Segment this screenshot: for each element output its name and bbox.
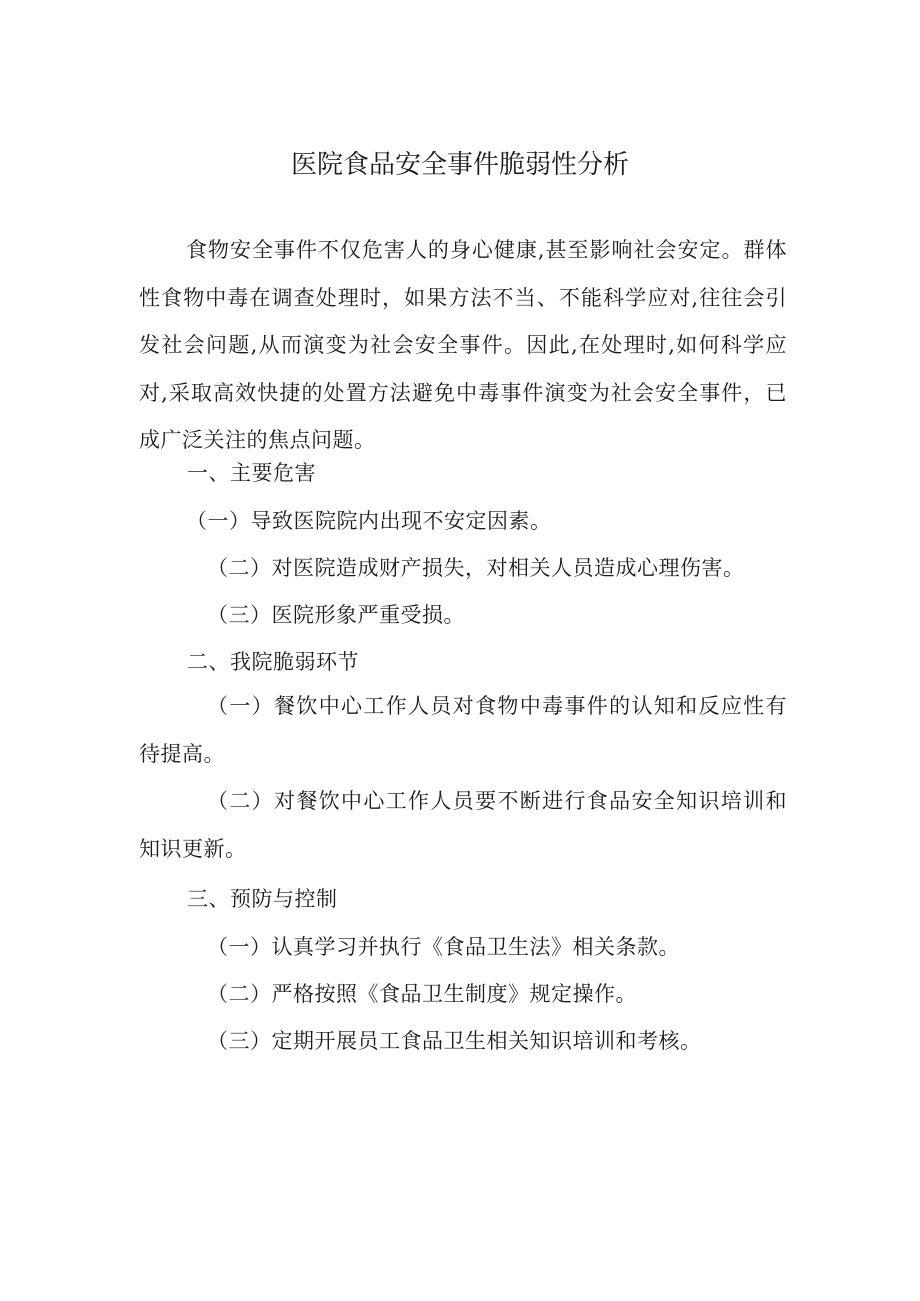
list-item: （二）严格按照《食品卫生制度》规定操作。 xyxy=(207,982,637,1006)
list-item: （三）定期开展员工食品卫生相关知识培训和考核。 xyxy=(207,1029,702,1053)
section-heading-prevention: 三、预防与控制 xyxy=(187,887,338,911)
section-heading-hazards: 一、主要危害 xyxy=(187,461,316,485)
document-title: 医院食品安全事件脆弱性分析 xyxy=(290,150,629,180)
intro-paragraph: 食物安全事件不仅危害人的身心健康,甚至影响社会安定。群体性食物中毒在调查处理时，如果方法不当、不能科学应对,往往会引发社会问题,从而演变为社会安全事件。因此,在处理时,如何科学应对,采取高效快捷的处置方法避免中毒事件演变为社会安全事件，已成广泛关注的焦点问题。 xyxy=(139,238,787,452)
list-item: （二）对餐饮中心工作人员要不断进行食品安全知识培训和知识更新。 xyxy=(139,789,787,861)
list-item: （一）导致医院院内出现不安定因素。 xyxy=(186,509,552,533)
list-item: （二）对医院造成财产损失，对相关人员造成心理伤害。 xyxy=(207,556,745,580)
list-item: （三）医院形象严重受损。 xyxy=(207,603,465,627)
list-item: （一）认真学习并执行《食品卫生法》相关条款。 xyxy=(207,935,680,959)
list-item: （一）餐饮中心工作人员对食物中毒事件的认知和反应性有待提高。 xyxy=(139,694,787,766)
section-heading-weak-links: 二、我院脆弱环节 xyxy=(187,650,359,674)
